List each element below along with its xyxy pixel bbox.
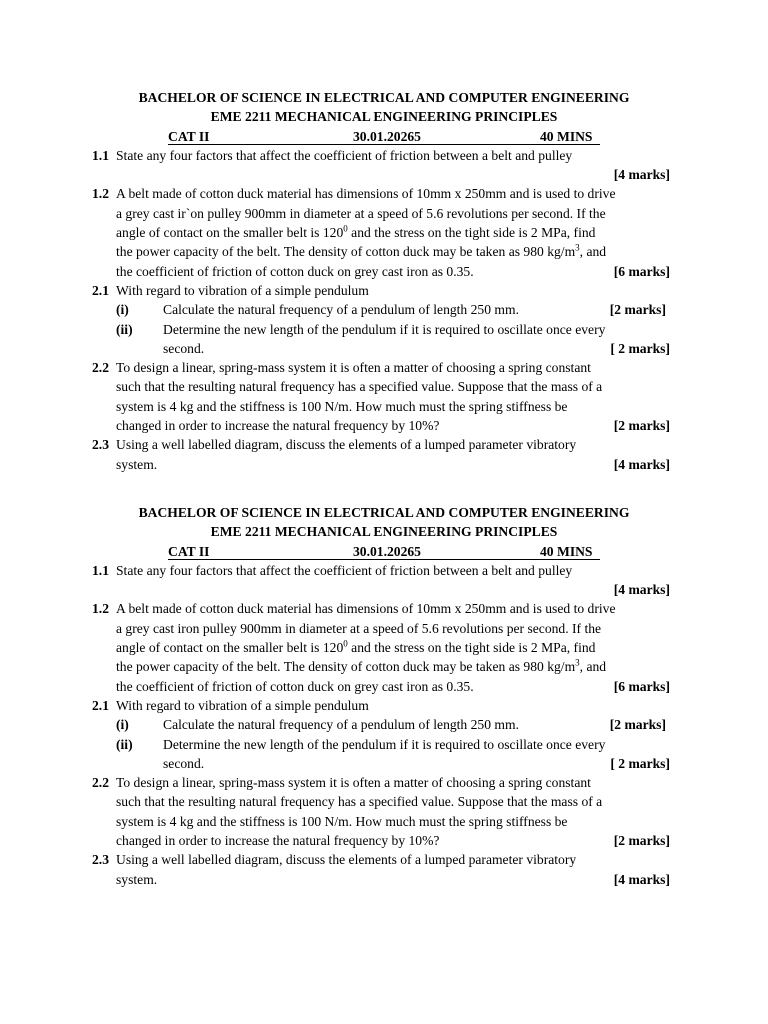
question-text: a grey cast ir`on pulley 900mm in diameter at a speed of 5.6 revolutions per second. If the	[116, 205, 606, 221]
question-text: To design a linear, spring-mass system it is often a matter of choosing a spring constant	[116, 775, 591, 791]
marks-label: [4 marks]	[613, 167, 670, 183]
program-title: BACHELOR OF SCIENCE IN ELECTRICAL AND COMPUTER ENGINEERING	[138, 505, 630, 520]
subquestion-number: (ii)	[116, 321, 133, 337]
program-title: BACHELOR OF SCIENCE IN ELECTRICAL AND COMPUTER ENGINEERING	[138, 90, 630, 105]
question-text-part: and the stress on the tight side is 2 MPa, find	[347, 640, 596, 656]
exam-duration: 40 MINS	[540, 543, 593, 559]
question-text: the coefficient of friction of cotton duck on grey cast iron as 0.35.	[116, 263, 474, 279]
question-line	[0, 754, 768, 773]
question-number: 2.2	[92, 775, 109, 791]
question-1-1-marks-row	[0, 165, 768, 184]
question-line	[0, 242, 768, 261]
question-number: 2.2	[92, 360, 109, 376]
question-line	[0, 677, 768, 696]
question-text: system.	[116, 456, 158, 472]
question-1-1	[0, 146, 768, 165]
marks-label: [4 marks]	[613, 582, 670, 598]
question-text: Using a well labelled diagram, discuss the elements of a lumped parameter vibratory	[116, 437, 577, 453]
subquestion-number: (i)	[116, 302, 129, 318]
question-text-part: the power capacity of the belt. The density of cotton duck may be taken as 980 kg/m	[116, 244, 576, 260]
subquestion-ii	[0, 320, 768, 339]
marks-label: [6 marks]	[613, 678, 670, 694]
cat-label: CAT II	[168, 128, 210, 144]
exam-paper-copy-2	[0, 503, 768, 889]
question-text-part: and the stress on the tight side is 2 MPa, find	[347, 225, 596, 241]
marks-label: [2 marks]	[609, 302, 666, 318]
exam-duration: 40 MINS	[540, 128, 593, 144]
subquestion-ii	[0, 735, 768, 754]
question-number: 1.1	[92, 147, 109, 163]
subquestion-text: Determine the new length of the pendulum if it is required to oscillate once every	[163, 736, 606, 752]
question-number: 2.3	[92, 852, 109, 868]
subquestion-text: Calculate the natural frequency of a pendulum of length 250 mm.	[163, 717, 519, 733]
subquestion-text: second.	[163, 755, 205, 771]
superscript: 0	[343, 638, 348, 649]
meta-underline	[168, 144, 600, 145]
marks-label: [2 marks]	[613, 418, 670, 434]
question-line	[0, 339, 768, 358]
marks-label: [6 marks]	[613, 263, 670, 279]
subquestion-i	[0, 715, 768, 734]
question-2-1	[0, 696, 768, 715]
subquestion-number: (i)	[116, 717, 129, 733]
exam-meta-row	[0, 127, 768, 146]
question-text	[116, 242, 606, 261]
question-text: State any four factors that affect the coefficient of friction between a belt and pulley	[116, 147, 573, 163]
question-line	[0, 204, 768, 223]
marks-label: [ 2 marks]	[610, 340, 670, 356]
question-line	[0, 831, 768, 850]
question-text: With regard to vibration of a simple pendulum	[116, 697, 369, 713]
question-text: With regard to vibration of a simple pendulum	[116, 282, 369, 298]
cat-label: CAT II	[168, 543, 210, 559]
question-text: A belt made of cotton duck material has dimensions of 10mm x 250mm and is used to drive	[116, 186, 616, 202]
question-number: 1.2	[92, 186, 109, 202]
question-text: a grey cast iron pulley 900mm in diameter at a speed of 5.6 revolutions per second. If the	[116, 620, 602, 636]
course-title: EME 2211 MECHANICAL ENGINEERING PRINCIPLES	[210, 524, 558, 540]
question-text: changed in order to increase the natural frequency by 10%?	[116, 833, 440, 849]
question-1-1	[0, 561, 768, 580]
marks-label: [ 2 marks]	[610, 755, 670, 771]
question-text-part: , and	[579, 659, 607, 675]
question-2-2	[0, 773, 768, 792]
subquestion-text: second.	[163, 340, 205, 356]
marks-label: [2 marks]	[613, 833, 670, 849]
question-text: system is 4 kg and the stiffness is 100 N/m. How much must the spring stiffness be	[116, 813, 568, 829]
question-line	[0, 812, 768, 831]
question-1-1-marks-row	[0, 580, 768, 599]
marks-label: [4 marks]	[613, 456, 670, 472]
question-line	[0, 619, 768, 638]
meta-underline	[168, 559, 600, 560]
question-text: the coefficient of friction of cotton duck on grey cast iron as 0.35.	[116, 678, 474, 694]
question-line	[0, 638, 768, 657]
exam-paper-copy-1	[0, 88, 768, 474]
question-line	[0, 657, 768, 676]
question-text-part: angle of contact on the smaller belt is 120	[116, 225, 344, 241]
subquestion-text: Calculate the natural frequency of a pendulum of length 250 mm.	[163, 302, 519, 318]
question-number: 1.1	[92, 562, 109, 578]
question-text: Using a well labelled diagram, discuss the elements of a lumped parameter vibratory	[116, 852, 577, 868]
question-line	[0, 792, 768, 811]
question-text: system.	[116, 871, 158, 887]
question-text: To design a linear, spring-mass system it is often a matter of choosing a spring constant	[116, 360, 591, 376]
question-text: changed in order to increase the natural frequency by 10%?	[116, 418, 440, 434]
question-line	[0, 223, 768, 242]
question-text: A belt made of cotton duck material has dimensions of 10mm x 250mm and is used to drive	[116, 601, 616, 617]
question-text: such that the resulting natural frequency has a specified value. Suppose that the mass of a	[116, 379, 603, 395]
question-2-1	[0, 281, 768, 300]
question-line	[0, 397, 768, 416]
question-text	[116, 638, 595, 657]
question-2-3	[0, 850, 768, 869]
superscript: 3	[575, 242, 580, 253]
marks-label: [2 marks]	[609, 717, 666, 733]
exam-date: 30.01.20265	[353, 128, 421, 144]
question-number: 2.1	[92, 282, 109, 298]
question-number: 1.2	[92, 601, 109, 617]
question-text: State any four factors that affect the coefficient of friction between a belt and pulley	[116, 562, 573, 578]
question-text: such that the resulting natural frequency has a specified value. Suppose that the mass of a	[116, 794, 603, 810]
course-title: EME 2211 MECHANICAL ENGINEERING PRINCIPLES	[210, 109, 558, 125]
subquestion-text: Determine the new length of the pendulum if it is required to oscillate once every	[163, 321, 606, 337]
question-line	[0, 377, 768, 396]
question-1-2	[0, 599, 768, 618]
question-2-2	[0, 358, 768, 377]
subquestion-number: (ii)	[116, 736, 133, 752]
subquestion-i	[0, 300, 768, 319]
question-line	[0, 455, 768, 474]
question-text-part: the power capacity of the belt. The density of cotton duck may be taken as 980 kg/m	[116, 659, 576, 675]
superscript: 3	[575, 657, 580, 668]
marks-label: [4 marks]	[613, 871, 670, 887]
question-line	[0, 870, 768, 889]
question-text: system is 4 kg and the stiffness is 100 N/m. How much must the spring stiffness be	[116, 398, 568, 414]
question-text	[116, 223, 595, 242]
exam-date: 30.01.20265	[353, 543, 421, 559]
question-number: 2.1	[92, 697, 109, 713]
question-number: 2.3	[92, 437, 109, 453]
superscript: 0	[343, 223, 348, 234]
question-line	[0, 262, 768, 281]
exam-meta-row	[0, 542, 768, 561]
question-text	[116, 657, 606, 676]
question-line	[0, 416, 768, 435]
question-text-part: , and	[579, 244, 607, 260]
question-text-part: angle of contact on the smaller belt is 120	[116, 640, 344, 656]
question-1-2	[0, 184, 768, 203]
question-2-3	[0, 435, 768, 454]
